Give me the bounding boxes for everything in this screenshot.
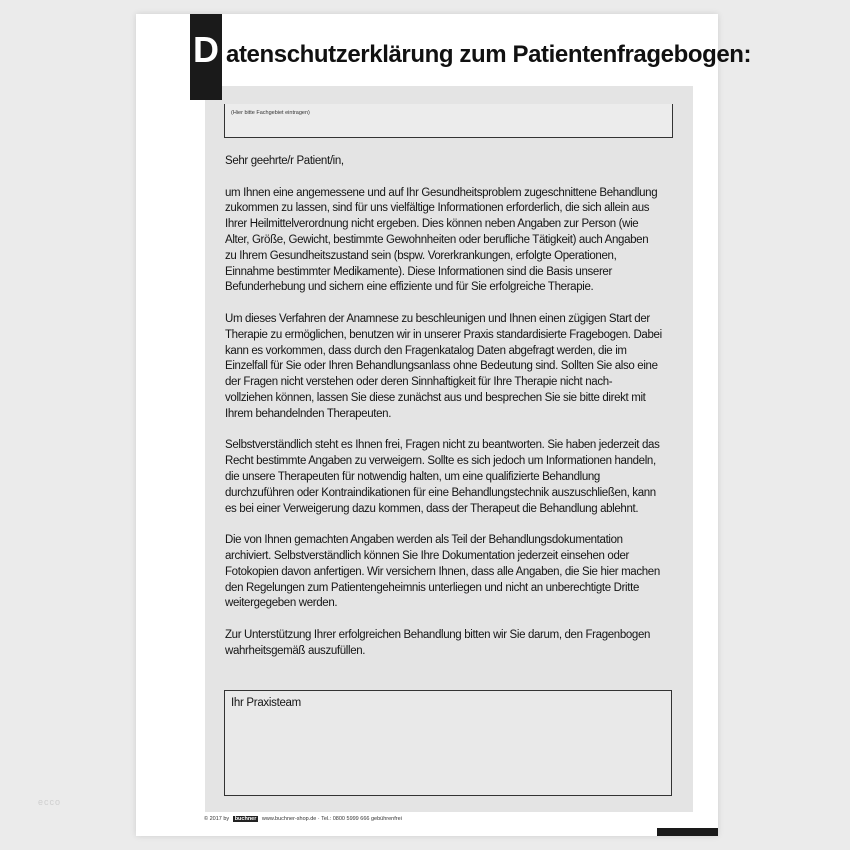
paragraph-line: kann es vorkommen, dass durch den Fragenkatalog Daten abgefragt werden, die im bbox=[225, 344, 627, 357]
signature-box[interactable] bbox=[224, 690, 672, 796]
paragraph-line: Einnahme bestimmter Medikamente). Diese Informationen sind die Basis unserer bbox=[225, 265, 612, 278]
document-title: atenschutzerklärung zum Patientenfragebogen: bbox=[226, 41, 752, 68]
paragraph-line: es bei einer Verweigerung dazu kommen, dass der Therapeut die Behandlung ablehnt. bbox=[225, 502, 639, 515]
paragraph-line: Einzelfall für Sie oder Ihren Behandlungsanlass ohne Bedeutung sind. Sollten Sie also eine bbox=[225, 360, 658, 373]
footer-brand-logo: buchner bbox=[234, 816, 257, 822]
paragraph-5 bbox=[225, 628, 677, 660]
watermark: ecco bbox=[38, 797, 62, 807]
paragraph-line: Selbstverständlich steht es Ihnen frei, Fragen nicht zu beantworten. Sie haben jederzeit das bbox=[225, 439, 660, 452]
paragraph-line: Ihrer Heilmittelverordnung nicht ergeben. Dies können neben Angaben zur Person (wie bbox=[225, 218, 639, 231]
paragraph-3 bbox=[225, 438, 677, 517]
footer-copyright: © 2017 by bbox=[204, 816, 230, 822]
paragraph-line: Um dieses Verfahren der Anamnese zu beschleunigen und Ihnen einen zügigen Start der bbox=[225, 312, 650, 325]
paragraph-line: zukommen zu lassen, sind für uns vielfältige Informationen erforderlich, die sich allein aus bbox=[225, 202, 650, 215]
title-initial-letter: D bbox=[193, 29, 219, 70]
paragraph-2 bbox=[225, 312, 677, 423]
paragraph-line: durchzuführen oder Kontraindikationen für eine Behandlungstechnik auszuschließen, kann bbox=[225, 486, 656, 499]
paragraph-line: Befunderhebung und sichern eine effiziente und für Sie erfolgreiche Therapie. bbox=[225, 281, 594, 294]
paragraph-line: wahrheitsgemäß auszufüllen. bbox=[225, 644, 366, 657]
paragraph-line: archiviert. Selbstverständlich können Sie Ihre Dokumentation jederzeit einsehen oder bbox=[225, 549, 630, 562]
paragraph-line: der Fragen nicht verstehen oder deren Sinnhaftigkeit für Ihre Therapie nicht nach- bbox=[225, 376, 613, 389]
footer-contact: www.buchner-shop.de · Tel.: 0800 5999 666 gebührenfrei bbox=[261, 816, 402, 822]
paragraph-line: weitergegeben werden. bbox=[225, 597, 338, 610]
paragraph-4 bbox=[225, 533, 677, 612]
paragraph-line: den Regelungen zum Patientengeheimnis unterliegen und nicht an unberechtigte Dritte bbox=[225, 581, 639, 594]
specialty-field[interactable] bbox=[224, 104, 673, 138]
paragraph-line: Ihrem behandelnden Therapeuten. bbox=[225, 407, 392, 420]
paragraph-line: Recht bestimmte Angaben zu verweigern. Sollte es sich jedoch um Informationen handeln, bbox=[225, 455, 656, 468]
document-footer bbox=[204, 816, 402, 826]
signature-label: Ihr Praxisteam bbox=[231, 697, 301, 709]
paragraph-line: die unsere Therapeuten für notwendig halten, um eine qualifizierte Behandlung bbox=[225, 470, 600, 483]
corner-bar bbox=[657, 828, 718, 836]
paragraph-line: Therapie zu ermöglichen, benutzen wir in unserer Praxis standardisierte Fragebogen. Dabei bbox=[225, 328, 662, 341]
paragraph-line: zu Ihrem Gesundheitszustand sein (bspw. Vorerkrankungen, erfolgte Operationen, bbox=[225, 249, 617, 262]
declaration-body bbox=[225, 154, 677, 675]
specialty-field-hint: (Hier bitte Fachgebiet eintragen) bbox=[231, 110, 310, 116]
paragraph-line: Fotokopien davon anfertigen. Wir versichern Ihnen, dass alle Angaben, die Sie hier machen bbox=[225, 565, 660, 578]
paragraph-line: um Ihnen eine angemessene und auf Ihr Gesundheitsproblem zugeschnittene Behandlung bbox=[225, 186, 658, 199]
paragraph-line: vollziehen können, lassen Sie diese zunächst aus und besprechen Sie sie bitte direkt mit bbox=[225, 391, 646, 404]
salutation: Sehr geehrte/r Patient/in, bbox=[225, 155, 344, 167]
paragraph-line: Alter, Größe, Gewicht, bestimmte Gewohnheiten oder berufliche Tätigkeit) auch Angaben bbox=[225, 233, 649, 246]
paragraph-1 bbox=[225, 186, 677, 297]
paragraph-line: Die von Ihnen gemachten Angaben werden als Teil der Behandlungsdokumentation bbox=[225, 534, 623, 547]
paragraph-line: Zur Unterstützung Ihrer erfolgreichen Behandlung bitten wir Sie darum, den Fragenbogen bbox=[225, 628, 651, 641]
